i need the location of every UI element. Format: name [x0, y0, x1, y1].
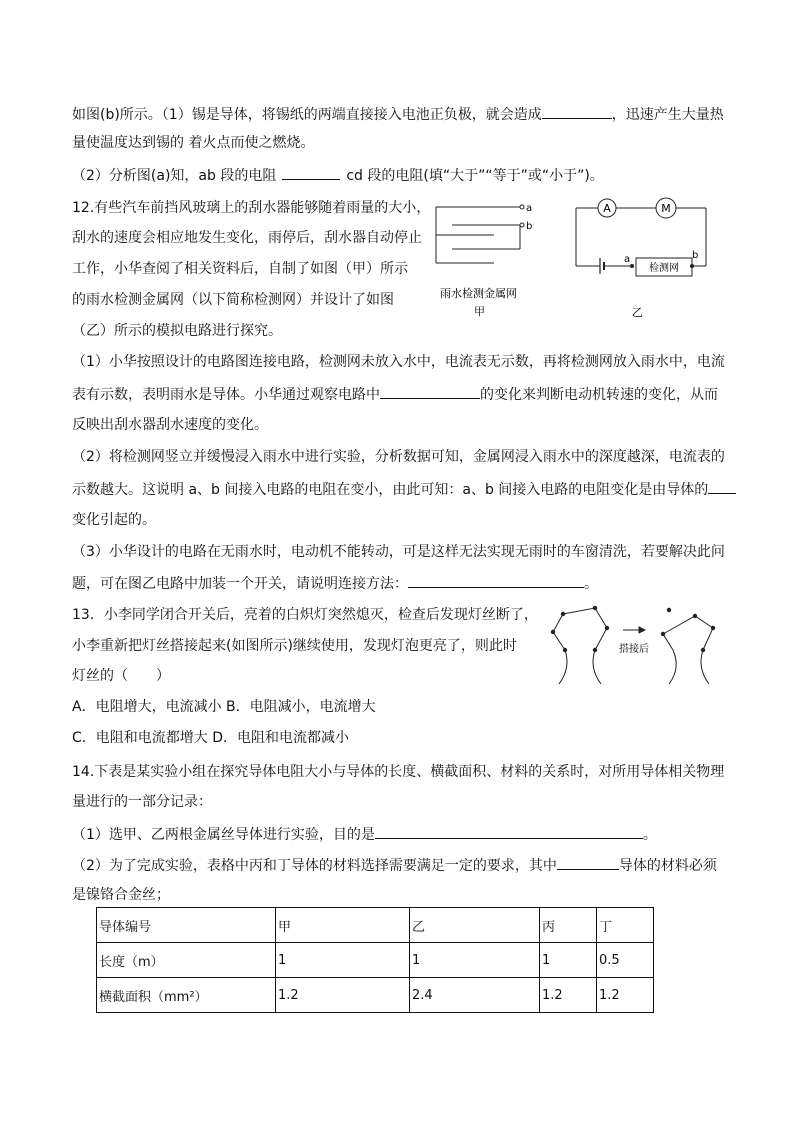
table-header-cell: 甲	[276, 908, 410, 943]
text-line: 反映出刮水器刮水速度的变化。	[72, 417, 268, 433]
table-cell: 1	[540, 943, 597, 978]
terminal-a-label: a	[624, 254, 631, 265]
table-cell: 1	[276, 943, 410, 978]
text-line: 工作，小华查阅了相关资料后，自制了如图（甲）所示	[72, 261, 408, 277]
question-13-text: 13．小李同学闭合开关后，亮着的白炽灯突然熄灭，检查后发现灯丝断了，	[72, 607, 538, 623]
answer-blank[interactable]	[282, 165, 340, 180]
table-cell: 长度（m）	[97, 943, 276, 978]
table-header-cell: 丙	[540, 908, 597, 943]
table-cell: 2.4	[410, 978, 540, 1013]
text-line: 量进行的一部分记录：	[72, 794, 212, 810]
answer-blank[interactable]	[375, 824, 643, 839]
table-header-cell: 乙	[410, 908, 540, 943]
text-line: 表有示数，表明雨水是导体。小华通过观察电路中 的变化来判断电动机转速的变化，从而	[72, 384, 718, 405]
text-line: 题，可在图乙电路中加装一个开关，请说明连接方法： 。	[72, 573, 598, 594]
conductor-table	[96, 907, 654, 1013]
text-line: （1）小华按照设计的电路图连接电路，检测网未放入水中，电流表无示数，再将检测网放入雨水中，电流	[72, 354, 725, 370]
answer-blank[interactable]	[557, 855, 619, 870]
question-14-text: 14.下表是某实验小组在探究导体电阻大小与导体的长度、横截面积、材料的关系时，对所用导体相关物理	[72, 764, 725, 780]
text-line: （2）将检测网竖立并缓慢浸入雨水中进行实验，分析数据可知，金属网浸入雨水中的深度越深，电流表的	[72, 449, 725, 465]
figure-label: 甲	[474, 305, 485, 318]
table-cell: 1.2	[597, 978, 654, 1013]
text-line: （2）为了完成实验，表格中丙和丁导体的材料选择需要满足一定的要求，其中 导体的材料必须	[72, 855, 717, 876]
text-line: （2）分析图(a)知，ab 段的电阻 cd 段的电阻(填“大于”“等于”或“小于”)。	[72, 165, 604, 186]
text-line: 量使温度达到锡的 着火点而使之燃烧。	[72, 135, 315, 151]
text-line: （3）小华设计的电路在无雨水时，电动机不能转动，可是这样无法实现无雨时的车窗清洗，若要解决此问	[72, 544, 725, 560]
question-12-text: 12.有些汽车前挡风玻璃上的刮水器能够随着雨量的大小，	[72, 200, 431, 216]
figure-label: 乙	[632, 306, 643, 319]
text-line: 是镍铬合金丝；	[72, 887, 170, 903]
ammeter-label: A	[603, 202, 611, 215]
text-line: 的雨水检测金属网（以下简称检测网）并设计了如图	[72, 292, 394, 308]
answer-blank[interactable]	[708, 479, 736, 494]
terminal-b-label: b	[692, 250, 699, 261]
figure-circuit-diagram	[570, 192, 715, 324]
table-row	[97, 943, 654, 978]
option-ab[interactable]: A．电阻增大，电流减小 B．电阻减小，电流增大	[72, 699, 376, 715]
text-line: 小李重新把灯丝搭接起来(如图所示)继续使用，发现灯泡更亮了，则此时	[72, 638, 517, 654]
terminal-b-label: b	[526, 221, 533, 232]
text-line: 灯丝的（ ）	[72, 668, 170, 684]
table-row	[97, 978, 654, 1013]
figure-caption: 雨水检测金属网	[440, 287, 517, 300]
answer-blank[interactable]	[542, 104, 612, 119]
figure-filament	[545, 598, 720, 690]
text-line: （乙）所示的模拟电路进行探究。	[72, 323, 282, 339]
detection-mesh-label: 检测网	[649, 263, 679, 274]
table-cell: 1	[410, 943, 540, 978]
answer-blank[interactable]	[408, 573, 584, 588]
text-line: 变化引起的。	[72, 512, 156, 528]
table-cell: 1.2	[276, 978, 410, 1013]
text-line: 示数越大。这说明 a、b 间接入电路的电阻在变小，由此可知：a、b 间接入电路的电阻变化是由导体的	[72, 479, 736, 500]
table-header-row	[97, 908, 654, 943]
figure-detection-mesh	[432, 195, 542, 325]
answer-blank[interactable]	[380, 384, 480, 399]
table-cell: 0.5	[597, 943, 654, 978]
option-cd[interactable]: C．电阻和电流都增大 D．电阻和电流都减小	[72, 730, 350, 746]
table-header-cell: 导体编号	[97, 908, 276, 943]
text-line: 如图(b)所示。（1）锡是导体，将锡纸的两端直接接入电池正负极，就会造成 ，迅速产生大量热	[72, 104, 724, 125]
motor-label: M	[661, 202, 671, 215]
table-cell: 横截面积（mm²）	[97, 978, 276, 1013]
filament-label: 搭接后	[619, 644, 649, 655]
terminal-a-label: a	[526, 203, 533, 214]
text-line: （1）选甲、乙两根金属丝导体进行实验，目的是 。	[72, 824, 657, 845]
text-line: 刮水的速度会相应地发生变化，雨停后，刮水器自动停止	[72, 230, 422, 246]
table-header-cell: 丁	[597, 908, 654, 943]
table-cell: 1.2	[540, 978, 597, 1013]
